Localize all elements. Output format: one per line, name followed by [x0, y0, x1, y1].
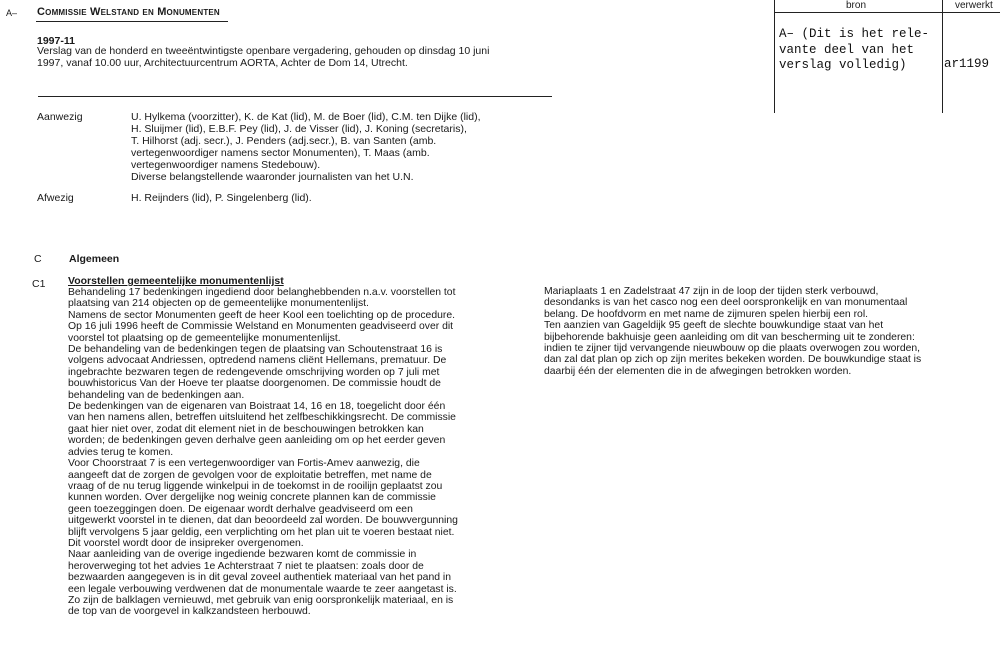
body-line: De behandeling van de bedenkingen tegen de plaatsing van Schoutenstraat 16 is	[68, 344, 443, 356]
body-line: Naar aanleiding van de overige ingediende bezwaren komt de commissie in	[68, 549, 417, 561]
body-line: kunnen worden. Over dergelijke nog weinig concrete plannen kan de commissie	[68, 492, 436, 504]
body-line: desondanks is van het casco nog een deel oorspronkelijk en van monumentaal	[544, 297, 908, 309]
item-title: Voorstellen gemeentelijke monumentenlijst	[68, 275, 284, 287]
column-header-bron: bron	[846, 0, 867, 11]
body-line: aangeeft dat de zorgen de gevolgen voor de exploitatie betreffen, met name de	[68, 469, 432, 481]
body-line: daarbij één der elementen die in de afwegingen betrokken worden.	[544, 365, 852, 377]
body-line: worden; de bedenkingen geven derhalve geen aanleiding om op het eerder geven	[68, 435, 446, 447]
body-line: de top van de voorgevel in kalkzandsteen herbouwd.	[68, 606, 311, 618]
body-line: volgens advocaat Andriessen, optredend namens cliënt Hellemans, prematuur. De	[68, 355, 447, 367]
body-line: Dit voorstel wordt door de insipreker overgenomen.	[68, 537, 304, 549]
bron-note-line: A– (Dit is het rele-	[779, 27, 930, 41]
column-header-verwerkt: verwerkt	[955, 0, 993, 11]
absent-label: Afwezig	[37, 192, 74, 204]
committee-title: Commissie Welstand en Monumenten	[37, 6, 220, 18]
body-line: gaat hier niet over, zodat dit element niet in de beschouwingen betrokken kan	[68, 423, 424, 435]
present-line: Diverse belangstellende waaronder journalisten van het U.N.	[131, 171, 414, 183]
body-line: van hen namens allen, betreffen uitsluitend het zelfbeschikkingsrecht. De commissie	[68, 412, 456, 424]
bron-note-line: verslag volledig)	[779, 58, 907, 72]
present-list	[131, 111, 551, 183]
body-line: behandeling van de bedenkingen aan.	[68, 389, 245, 401]
meeting-code: 1997-11	[37, 35, 75, 47]
body-line: Op 16 juli 1996 heeft de Commissie Welstand en Monumenten geadviseerd over dit	[68, 321, 454, 333]
verwerkt-value: ar1199	[944, 57, 990, 71]
present-line: vertegenwoordiger namens sector Monumenten), T. Maas (amb.	[131, 147, 430, 159]
item-body-right	[544, 286, 964, 377]
present-line: T. Hilhorst (adj. secr.), J. Penders (adj.secr.), B. van Santen (amb.	[131, 135, 437, 147]
body-line: De bedenkingen van de eigenaren van Boistraat 14, 16 en 18, toegelicht door één	[68, 401, 446, 413]
meeting-desc-line: 1997, vanaf 10.00 uur, Architectuurcentrum AORTA, Achter de Dom 14, Utrecht.	[37, 57, 408, 69]
section-code: C	[34, 253, 42, 265]
body-line: advies terug te komen.	[68, 446, 174, 458]
body-line: Behandeling 17 bedenkingen ingediend door belanghebbenden n.a.v. voorstellen tot	[68, 287, 456, 298]
body-line: vraag of de nu terug liggende winkelpui in de toekomst in de rooilijn geplaatst zou	[68, 480, 443, 492]
body-line: Namens de sector Monumenten geeft de heer Kool een toelichting op de procedure.	[68, 309, 456, 321]
meeting-description	[37, 45, 537, 69]
body-line: ingebrachte bezwaren tegen de redengevende omschrijving worden op 7 juli met	[68, 366, 440, 378]
body-line: bezwaarden aangegeven is in dit geval zoveel authentiek materiaal van het pand in	[68, 572, 451, 584]
body-line: belang. De hoofdvorm en met name de zijmuren spelen hierbij een rol.	[544, 308, 869, 320]
present-line: U. Hylkema (voorzitter), K. de Kat (lid), M. de Boer (lid), C.M. ten Dijke (lid),	[131, 111, 481, 123]
absent-list: H. Reijnders (lid), P. Singelenberg (lid).	[131, 192, 312, 204]
body-line: blijft vervolgens 5 jaar geldig, een verplichting om het plan uit te voeren bestaat niet.	[68, 526, 455, 538]
body-line: indien te zijner tijd vervangende nieuwbouw op die plaats overwogen zou worden,	[544, 343, 921, 355]
body-line: bouwhistoricus Van der Hoeve ter plaatse doorgenomen. De commissie houdt de	[68, 378, 441, 390]
body-line: plaatsing van 214 objecten op de gemeentelijke monumentenlijst.	[68, 298, 369, 310]
bron-note-line: vante deel van het	[779, 42, 915, 57]
margin-mark: A–	[6, 8, 18, 18]
body-line: Ten aanzien van Gageldijk 95 geeft de slechte bouwkundige staat van het	[544, 320, 884, 332]
body-line: Voor Choorstraat 7 is een vertegenwoordiger van Fortis-Amev aanwezig, die	[68, 458, 420, 470]
present-line: vertegenwoordiger namens Stedebouw).	[131, 159, 321, 171]
body-line: dan zal dat plan op zich op zijn merites bekeken worden. De bouwkundige staat is	[544, 354, 922, 366]
item-code: C1	[32, 278, 46, 290]
present-label: Aanwezig	[37, 111, 83, 123]
body-line: Mariaplaats 1 en Zadelstraat 47 zijn in de loop der tijden sterk verbouwd,	[544, 286, 879, 297]
body-line: uitgewerkt voorstel in te dienen, dat dan beoordeeld zal worden. De bouwvergunning	[68, 515, 458, 527]
bron-note	[779, 27, 929, 74]
body-line: bijbehorende bakhuisje geen aanleiding om dit van bescherming uit te zonderen:	[544, 331, 915, 343]
body-line: heroverweging tot het advies 1e Achterstraat 7 niet te plaatsen: zoals door de	[68, 560, 424, 572]
body-line: geen toezeggingen doen. De eigenaar wordt derhalve geadviseerd om een	[68, 503, 413, 515]
title-underline	[36, 21, 228, 22]
meeting-desc-line: Verslag van de honderd en tweeëntwintigste openbare vergadering, gehouden op dinsdag 10 juni	[37, 45, 490, 57]
body-line: Zo zijn de balklagen vernieuwd, met gebruik van enig oorspronkelijk materiaal, en is	[68, 594, 454, 606]
body-line: voorstel tot plaatsing op de gemeentelijke monumentenlijst.	[68, 332, 341, 344]
section-title: Algemeen	[69, 253, 120, 265]
present-line: H. Sluijmer (lid), E.B.F. Pey (lid), J. de Visser (lid), J. Koning (secretaris),	[131, 123, 467, 135]
item-body-left	[68, 287, 508, 618]
header-separator	[38, 96, 552, 97]
body-line: een legale verbouwing verdwenen dat de monumentale waarde te zeer aangetast is.	[68, 583, 457, 595]
